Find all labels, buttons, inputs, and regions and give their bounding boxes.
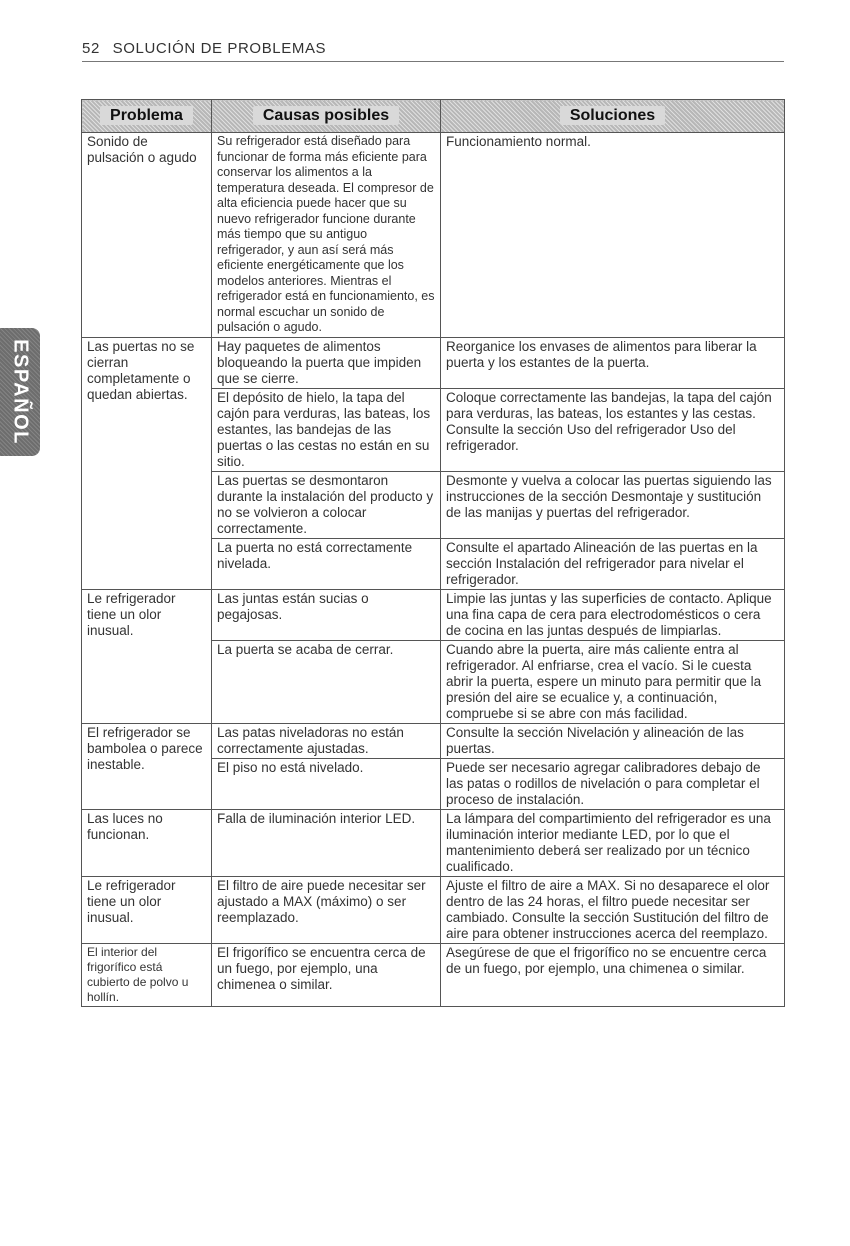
solution-cell: Ajuste el filtro de aire a MAX. Si no desaparece el olor dentro de las 24 horas, el filtro puede necesitar ser cambiado. Consulte la sección Sustitución del filtro de aire para obtener instrucciones acerca del reemplazo. — [441, 876, 785, 943]
problem-cell: El refrigerador se bambolea o parece inestable. — [82, 723, 212, 809]
column-header-problem: Problema — [82, 100, 212, 133]
cause-cell: El depósito de hielo, la tapa del cajón para verduras, las bateas, los estantes, las bandejas de las puertas o las cestas no están en su sitio. — [212, 388, 441, 471]
problem-cell: Le refrigerador tiene un olor inusual. — [82, 589, 212, 723]
solution-cell: Consulte la sección Nivelación y alineación de las puertas. — [441, 723, 785, 758]
solution-cell: Cuando abre la puerta, aire más caliente entra al refrigerador. Al enfriarse, crea el vacío. Si le cuesta abrir la puerta, espere un minuto para permitir que la presión del aire se ecualice y, a continuación, compruebe si se abre con más facilidad. — [441, 640, 785, 723]
solution-cell: Asegúrese de que el frigorífico no se encuentre cerca de un fuego, por ejemplo, una chimenea o similar. — [441, 943, 785, 1006]
table-row — [82, 133, 785, 338]
cause-cell: Su refrigerador está diseñado para funcionar de forma más eficiente para conservar los alimentos a la temperatura deseada. El compresor de alta eficiencia puede hacer que su nuevo refrigerador funcione durante más tiempo que su antiguo refrigerador, y aun así será más eficiente energéticamente que los modelos anteriores. Mientras el refrigerador está en funcionamiento, es normal escuchar un sonido de pulsación o agudo. — [212, 133, 441, 338]
problem-cell: Las puertas no se cierran completamente o quedan abiertas. — [82, 337, 212, 589]
problem-cell: Las luces no funcionan. — [82, 809, 212, 876]
cause-cell: Falla de iluminación interior LED. — [212, 809, 441, 876]
language-side-tab — [0, 328, 40, 456]
table-row — [82, 723, 785, 758]
column-header-solutions: Soluciones — [441, 100, 785, 133]
cause-cell: La puerta se acaba de cerrar. — [212, 640, 441, 723]
troubleshooting-table — [81, 99, 785, 1007]
section-title: SOLUCIÓN DE PROBLEMAS — [112, 40, 327, 57]
problem-cell: Le refrigerador tiene un olor inusual. — [82, 876, 212, 943]
table-header-row — [82, 100, 785, 133]
cause-cell: La puerta no está correctamente nivelada. — [212, 538, 441, 589]
solution-cell: Funcionamiento normal. — [441, 133, 785, 338]
solution-cell: Consulte el apartado Alineación de las puertas en la sección Instalación del refrigerador para nivelar el refrigerador. — [441, 538, 785, 589]
problem-cell: Sonido de pulsación o agudo — [82, 133, 212, 338]
cause-cell: El frigorífico se encuentra cerca de un fuego, por ejemplo, una chimenea o similar. — [212, 943, 441, 1006]
page-header — [82, 40, 784, 62]
solution-cell: La lámpara del compartimiento del refrigerador es una iluminación interior mediante LED, por lo que el mantenimiento deberá ser realizado por un técnico cualificado. — [441, 809, 785, 876]
column-header-causes: Causas posibles — [212, 100, 441, 133]
solution-cell: Coloque correctamente las bandejas, la tapa del cajón para verduras, las bateas, los estantes y las cestas. Consulte la sección Uso del refrigerador Uso del refrigerador. — [441, 388, 785, 471]
language-tab-label: ESPAÑOL — [9, 339, 32, 445]
solution-cell: Reorganice los envases de alimentos para liberar la puerta y los estantes de la puerta. — [441, 337, 785, 388]
cause-cell: Hay paquetes de alimentos bloqueando la puerta que impiden que se cierre. — [212, 337, 441, 388]
cause-cell: El piso no está nivelado. — [212, 758, 441, 809]
page-number: 52 — [82, 40, 100, 57]
solution-cell: Desmonte y vuelva a colocar las puertas siguiendo las instrucciones de la sección Desmontaje y sustitución de las manijas y puertas del refrigerador. — [441, 471, 785, 538]
table-row — [82, 943, 785, 1006]
table-row — [82, 809, 785, 876]
cause-cell: Las juntas están sucias o pegajosas. — [212, 589, 441, 640]
table-row — [82, 337, 785, 388]
solution-cell: Puede ser necesario agregar calibradores debajo de las patas o rodillos de nivelación o para completar el proceso de instalación. — [441, 758, 785, 809]
solution-cell: Limpie las juntas y las superficies de contacto. Aplique una fina capa de cera para electrodomésticos o cera de cocina en las juntas después de limpiarlas. — [441, 589, 785, 640]
cause-cell: El filtro de aire puede necesitar ser ajustado a MAX (máximo) o ser reemplazado. — [212, 876, 441, 943]
table-row — [82, 876, 785, 943]
table-row — [82, 589, 785, 640]
cause-cell: Las puertas se desmontaron durante la instalación del producto y no se volvieron a colocar correctamente. — [212, 471, 441, 538]
cause-cell: Las patas niveladoras no están correctamente ajustadas. — [212, 723, 441, 758]
problem-cell: El interior del frigorífico está cubierto de polvo u hollín. — [82, 943, 212, 1006]
